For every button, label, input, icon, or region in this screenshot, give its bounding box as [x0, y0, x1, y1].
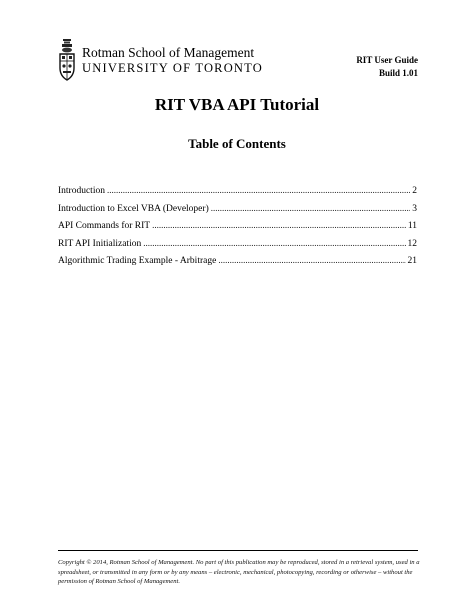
- toc-leader-dots: [152, 220, 406, 231]
- toc-entry[interactable]: [58, 185, 417, 203]
- university-name: UNIVERSITY OF TORONTO: [82, 61, 263, 75]
- table-of-contents: [58, 185, 417, 273]
- toc-entry[interactable]: [58, 220, 417, 238]
- guide-title: RIT User Guide: [356, 55, 418, 65]
- toc-leader-dots: [107, 185, 410, 196]
- guide-info: [356, 54, 418, 80]
- toc-entry-label: API Commands for RIT: [58, 221, 151, 231]
- toc-leader-dots: [143, 238, 405, 249]
- toc-entry-page: 21: [407, 256, 417, 266]
- guide-build: Build 1.01: [378, 68, 418, 78]
- toc-entry[interactable]: [58, 255, 417, 273]
- toc-entry-page: 3: [412, 203, 417, 214]
- university-crest-icon: [58, 38, 76, 82]
- toc-leader-dots: [218, 255, 405, 266]
- toc-entry[interactable]: [58, 203, 417, 221]
- school-name: Rotman School of Management: [82, 45, 255, 60]
- toc-entry-page: 2: [412, 186, 417, 196]
- toc-entry-page: 12: [407, 238, 417, 249]
- toc-leader-dots: [211, 203, 411, 214]
- toc-entry-label: Algorithmic Trading Example - Arbitrage: [58, 256, 217, 266]
- toc-entry-label: Introduction: [58, 186, 105, 196]
- toc-entry-page: 11: [407, 221, 417, 231]
- toc-heading: Table of Contents: [188, 136, 286, 151]
- footer-divider: [58, 550, 418, 551]
- copyright-notice: Copyright © 2014, Rotman School of Management. No part of this publication may be reproduced, stored in a retrieval system, used in a spreadsheet, or transmitted in any form or by any means – electronic, mechanical, photocopying, recording or otherwise – without the permission of Rotman School of Management.: [58, 559, 420, 585]
- document-title: RIT VBA API Tutorial: [154, 95, 320, 114]
- toc-entry-label: RIT API Initialization: [58, 238, 142, 249]
- toc-entry-label: Introduction to Excel VBA (Developer): [58, 203, 209, 214]
- toc-entry[interactable]: [58, 238, 417, 256]
